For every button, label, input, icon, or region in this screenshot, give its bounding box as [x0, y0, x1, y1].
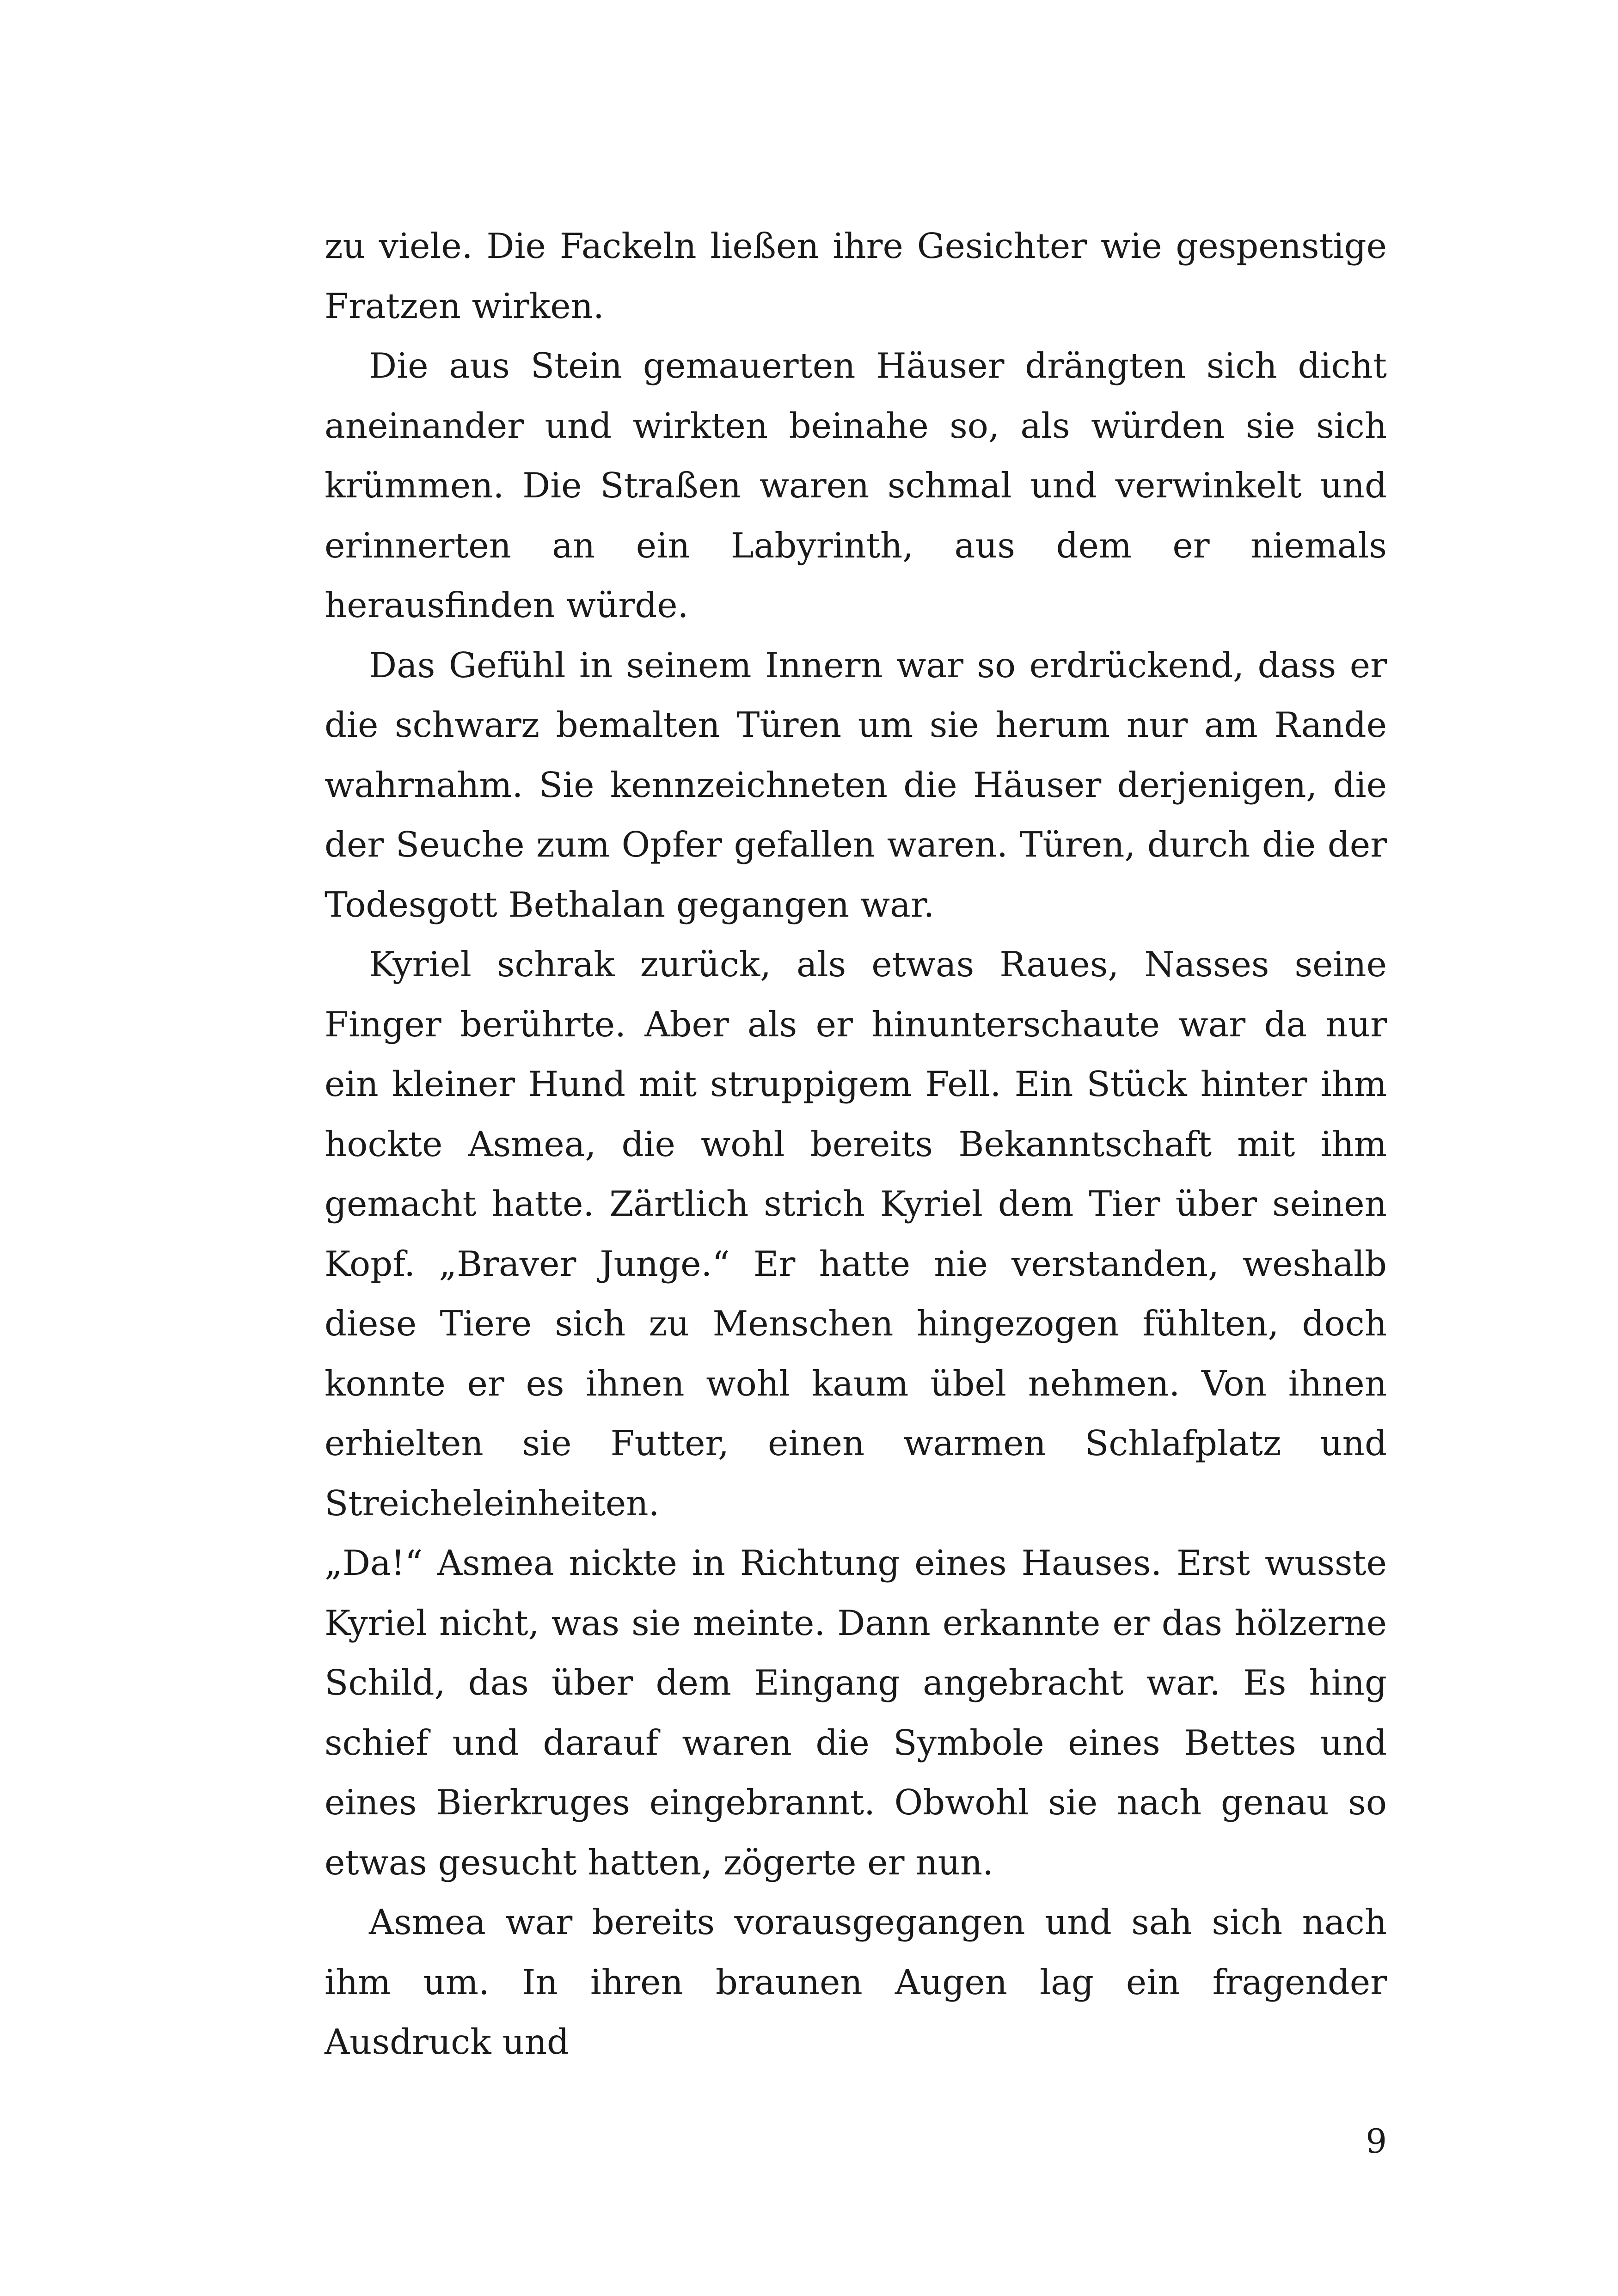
paragraph-3: Das Gefühl in seinem Innern war so erdrückend, dass er die schwarz bemalten Türen um sie herum nur am Rande wahrnahm. Sie kennzeichneten die Häuser derjenigen, die der Seuche zum Opfer gefallen waren. Türen, durch die der Todesgott Bethalan gegangen war.: [325, 644, 1387, 925]
paragraph-5: „Da!“ Asmea nickte in Richtung eines Hauses. Erst wusste Kyriel nicht, was sie meinte. Dann erkannte er das hölzerne Schild, das über dem Eingang angebracht war. Es hing schief und darauf waren die Symbole eines Bettes und eines Bierkruges eingebrannt. Obwohl sie nach genau so etwas gesucht hatten, zögerte er nun.: [325, 1543, 1387, 1883]
page-number: 9: [1366, 2122, 1387, 2161]
paragraph-6: Asmea war bereits vorausgegangen und sah sich nach ihm um. In ihren braunen Augen lag ein fragender Ausdruck und: [325, 1902, 1387, 2062]
paragraph-2: Die aus Stein gemauerten Häuser drängten sich dicht aneinander und wirkten beinahe so, als würden sie sich krümmen. Die Straßen waren schmal und verwinkelt und erinnerten an ein Labyrinth, aus dem er niemals herausfinden würde.: [325, 345, 1387, 625]
paragraph-4: Kyriel schrak zurück, als etwas Raues, Nasses seine Finger berührte. Aber als er hinunterschaute war da nur ein kleiner Hund mit struppigem Fell. Ein Stück hinter ihm hockte Asmea, die wohl bereits Bekanntschaft mit ihm gemacht hatte. Zärtlich strich Kyriel dem Tier über seinen Kopf. „Braver Junge.“ Er hatte nie verstanden, weshalb diese Tiere sich zu Menschen hingezogen fühlten, doch konnte er es ihnen wohl kaum übel nehmen. Von ihnen erhielten sie Futter, einen warmen Schlafplatz und Streicheleinheiten.: [325, 944, 1387, 1524]
body-text: [325, 216, 1387, 2072]
paragraph-1: zu viele. Die Fackeln ließen ihre Gesichter wie gespenstige Fratzen wirken.: [325, 226, 1387, 326]
